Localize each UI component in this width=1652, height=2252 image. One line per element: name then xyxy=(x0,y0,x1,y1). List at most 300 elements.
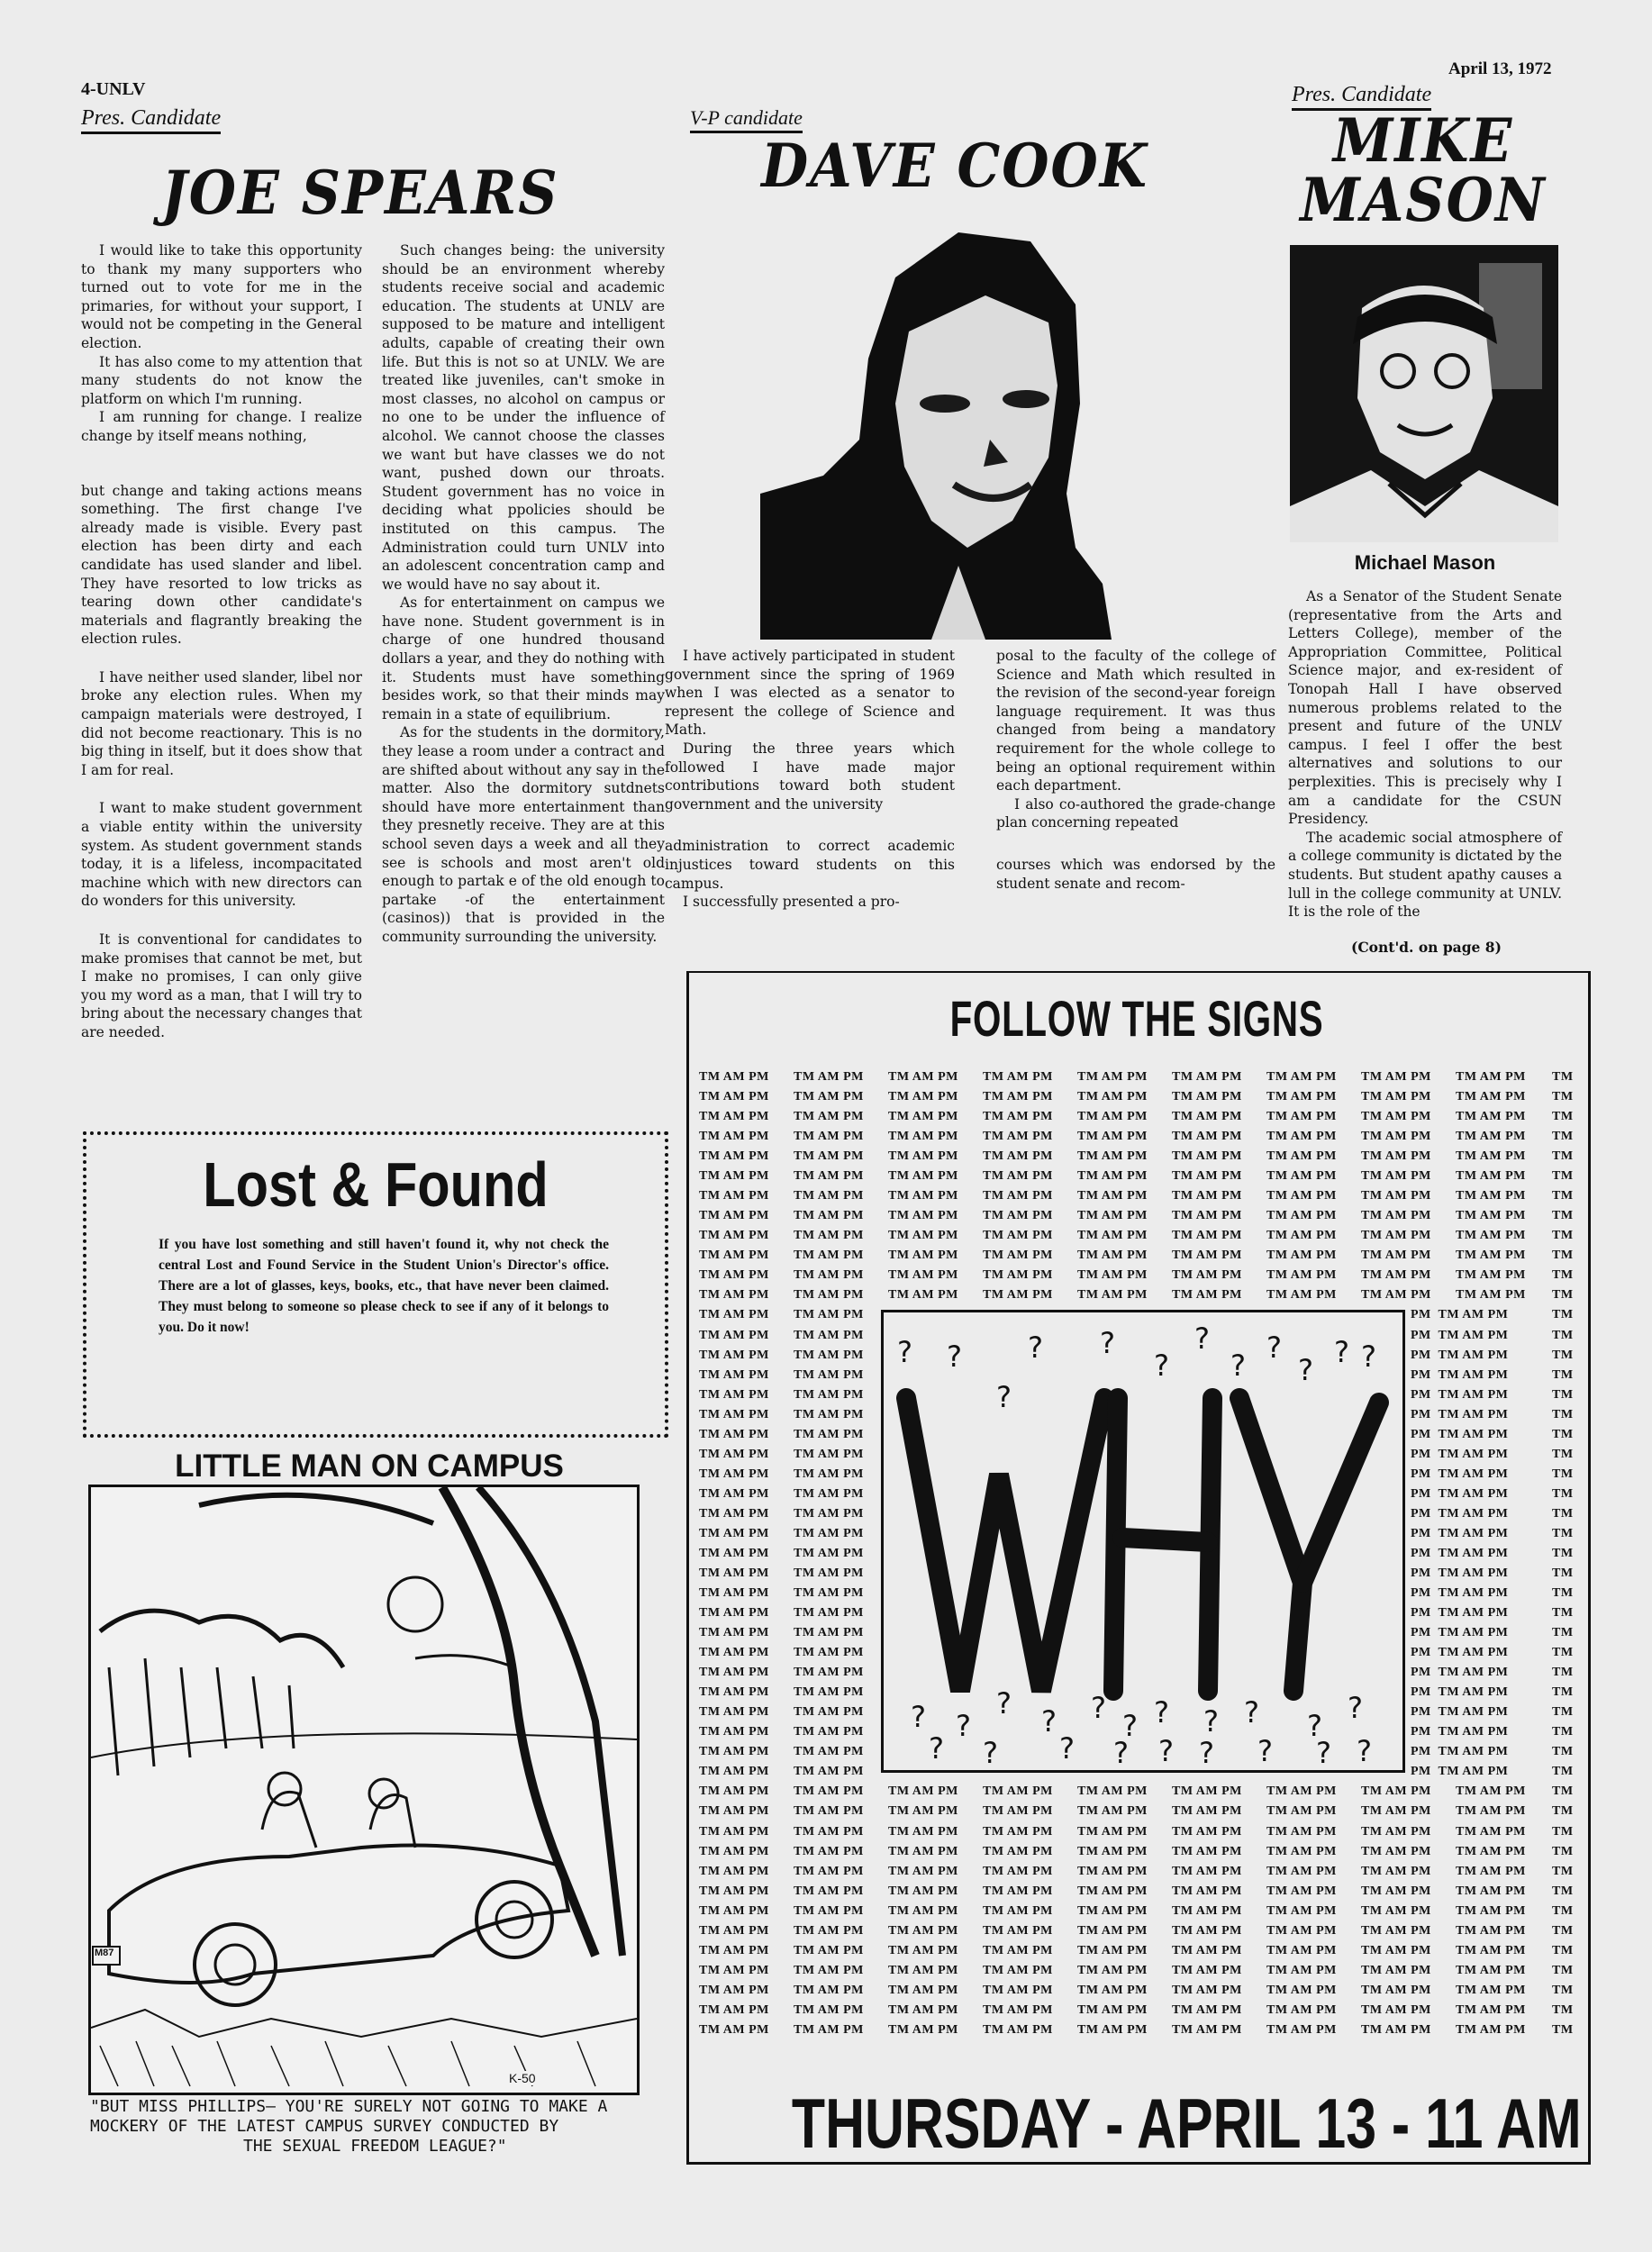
pattern-side: PM TM AM PM xyxy=(1411,1666,1509,1680)
dave-column-2 xyxy=(996,647,1275,893)
pattern-unit: TM AM PM xyxy=(699,1526,769,1540)
pattern-tail: TM xyxy=(1552,1348,1574,1362)
pattern-unit: TM AM PM xyxy=(794,1784,864,1799)
pattern-tail: TM xyxy=(1552,1387,1574,1402)
question-mark: ? xyxy=(1113,1736,1129,1770)
pattern-tail: TM xyxy=(1552,1626,1574,1640)
pattern-tail: TM xyxy=(1552,1367,1574,1382)
pattern-unit: TM AM PM xyxy=(1172,1189,1242,1203)
pattern-unit: TM AM PM xyxy=(1456,1983,1526,1997)
pattern-side: PM TM AM PM xyxy=(1411,1328,1509,1342)
pattern-unit: TM AM PM xyxy=(699,1149,769,1164)
pattern-unit: TM AM PM xyxy=(1172,1784,1242,1799)
pattern-side: PM TM AM PM xyxy=(1411,1626,1509,1640)
question-mark: ? xyxy=(1298,1353,1313,1387)
pattern-tail: TM xyxy=(1552,1546,1574,1560)
question-mark: ? xyxy=(1203,1704,1219,1739)
pattern-unit: TM AM PM xyxy=(1456,1784,1526,1799)
pattern-unit: TM AM PM xyxy=(794,1666,864,1680)
pattern-side: PM TM AM PM xyxy=(1411,1646,1509,1660)
pattern-tail: TM xyxy=(1552,1725,1574,1739)
pattern-side: PM TM AM PM xyxy=(1411,1546,1509,1560)
pattern-unit: TM AM PM xyxy=(1361,1090,1431,1104)
pattern-unit: TM AM PM xyxy=(1361,1884,1431,1898)
pattern-unit: TM AM PM xyxy=(1266,1943,1337,1957)
pattern-side: PM TM AM PM xyxy=(1411,1407,1509,1421)
pattern-unit: TM AM PM xyxy=(699,2002,769,2017)
pattern-unit: TM AM PM xyxy=(888,1943,958,1957)
pattern-unit: TM AM PM xyxy=(1172,1070,1242,1084)
pattern-unit: TM AM PM xyxy=(1266,2022,1337,2037)
pattern-unit: TM AM PM xyxy=(699,1328,769,1342)
pattern-unit: TM AM PM xyxy=(888,1288,958,1303)
paragraph: As a Senator of the Student Senate (representative from the Arts and Letters College), member of the Appropriation Committee, Political Science major, and ex-resident of Tonopah Hall I have observed numerous problems related to the present and future of the UNLV campus. I feel I offer the best alternatives and solutions to our perplexities. This is precisely why I am a candidate for the CSUN Presidency. xyxy=(1288,588,1562,828)
pattern-unit: TM AM PM xyxy=(1456,1110,1526,1124)
pattern-unit: TM AM PM xyxy=(699,1586,769,1601)
pattern-unit: TM AM PM xyxy=(1172,2002,1242,2017)
pattern-side: PM TM AM PM xyxy=(1411,1447,1509,1461)
pattern-unit: TM AM PM xyxy=(794,1705,864,1720)
pattern-unit: TM AM PM xyxy=(983,1983,1053,1997)
pattern-unit: TM AM PM xyxy=(794,1864,864,1878)
why-box xyxy=(881,1310,1405,1773)
pattern-unit: TM AM PM xyxy=(1077,1189,1148,1203)
joe-headline: JOE SPEARS xyxy=(161,159,559,229)
pattern-unit: TM AM PM xyxy=(1077,1149,1148,1164)
question-mark: ? xyxy=(956,1709,971,1743)
ad-title: FOLLOW THE SIGNS xyxy=(949,990,1324,1047)
question-mark: ? xyxy=(1199,1736,1214,1770)
pattern-unit: TM AM PM xyxy=(794,1169,864,1184)
pattern-unit: TM AM PM xyxy=(794,1328,864,1342)
paragraph: I want to make student government a viable entity within the university system. As student government stands today, it is a lifeless, incompacitated machine which with new directors can do wonders for this university. xyxy=(81,800,362,910)
pattern-unit: TM AM PM xyxy=(794,1606,864,1621)
pattern-unit: TM AM PM xyxy=(1172,1963,1242,1977)
pattern-side: PM TM AM PM xyxy=(1411,1526,1509,1540)
paragraph: administration to correct academic injustices toward students on this campus. xyxy=(665,838,955,892)
pattern-unit: TM AM PM xyxy=(699,1646,769,1660)
pattern-unit: TM AM PM xyxy=(699,1110,769,1124)
pattern-unit: TM AM PM xyxy=(794,1090,864,1104)
cartoon-signature: K-50 xyxy=(509,2071,536,2085)
pattern-tail: TM xyxy=(1552,1685,1574,1700)
pattern-unit: TM AM PM xyxy=(794,1626,864,1640)
pattern-unit: TM AM PM xyxy=(699,1090,769,1104)
pattern-unit: TM AM PM xyxy=(888,1209,958,1223)
question-mark: ? xyxy=(1357,1734,1372,1768)
mike-headline xyxy=(1288,106,1558,236)
question-mark: ? xyxy=(897,1335,912,1369)
paragraph: I am running for change. I realize change by itself means nothing, xyxy=(81,409,362,444)
pattern-unit: TM AM PM xyxy=(1266,1130,1337,1144)
issue-date: April 13, 1972 xyxy=(1448,59,1552,78)
paragraph: I would like to take this opportunity to thank my many supporters who turned out to vote for me in the primaries, for without your support, I would not be competing in the General election. xyxy=(81,242,362,351)
pattern-unit: TM AM PM xyxy=(1172,2022,1242,2037)
pattern-unit: TM AM PM xyxy=(1456,1090,1526,1104)
pattern-unit: TM AM PM xyxy=(699,1348,769,1362)
pattern-side: PM TM AM PM xyxy=(1411,1586,1509,1601)
pattern-tail: TM xyxy=(1552,1110,1574,1124)
pattern-tail: TM xyxy=(1552,1486,1574,1501)
pattern-unit: TM AM PM xyxy=(1361,1983,1431,1997)
mike-kicker: Pres. Candidate xyxy=(1292,83,1431,111)
pattern-unit: TM AM PM xyxy=(888,1864,958,1878)
pattern-unit: TM AM PM xyxy=(1077,1169,1148,1184)
portrait-image xyxy=(1290,245,1558,542)
pattern-unit: TM AM PM xyxy=(983,1090,1053,1104)
question-mark: ? xyxy=(1194,1321,1210,1356)
pattern-unit: TM AM PM xyxy=(1172,1804,1242,1819)
pattern-unit: TM AM PM xyxy=(699,1884,769,1898)
question-mark: ? xyxy=(1230,1348,1246,1383)
paragraph: During the three years which followed I have made major contributions toward both student government and the university xyxy=(665,740,955,813)
pattern-unit: TM AM PM xyxy=(1266,1288,1337,1303)
pattern-unit: TM AM PM xyxy=(1361,2002,1431,2017)
pattern-unit: TM AM PM xyxy=(983,1249,1053,1263)
pattern-unit: TM AM PM xyxy=(1266,1864,1337,1878)
pattern-side: PM TM AM PM xyxy=(1411,1566,1509,1580)
pattern-unit: TM AM PM xyxy=(1266,1090,1337,1104)
pattern-unit: TM AM PM xyxy=(1456,1169,1526,1184)
pattern-unit: TM AM PM xyxy=(794,1983,864,1997)
paragraph: Such changes being: the university should be an environment whereby students receive social and academic education. The students at UNLV are supposed to be mature and intelligent adults, capable of creating their own life. But this is not so at UNLV. We are treated like juveniles, can't smoke in most classes, no alcohol on campus or no one to be under the influence of alcohol. We cannot choose the classes we want but have classes we do not want, pushed down our throats. Student government has no voice in deciding what ppolicies should be instituted on this campus. The Administration could turn UNLV into an adolescent concentration camp and we would have no say about it. xyxy=(382,242,665,593)
pattern-tail: TM xyxy=(1552,1586,1574,1601)
pattern-unit: TM AM PM xyxy=(1077,1209,1148,1223)
question-mark: ? xyxy=(911,1700,926,1734)
paragraph: It has also come to my attention that many students do not know the platform on which I'm running. xyxy=(81,353,362,407)
pattern-unit: TM AM PM xyxy=(699,1447,769,1461)
pattern-tail: TM xyxy=(1552,1566,1574,1580)
question-marks xyxy=(884,1312,1402,1770)
pattern-unit: TM AM PM xyxy=(699,1189,769,1203)
pattern-unit: TM AM PM xyxy=(888,1268,958,1283)
pattern-unit: TM AM PM xyxy=(699,1427,769,1441)
pattern-unit: TM AM PM xyxy=(1077,1943,1148,1957)
dave-kicker: V-P candidate xyxy=(690,106,803,133)
pattern-unit: TM AM PM xyxy=(1172,1943,1242,1957)
pattern-unit: TM AM PM xyxy=(983,1804,1053,1819)
pattern-unit: TM AM PM xyxy=(1456,1288,1526,1303)
pattern-tail: TM xyxy=(1552,1606,1574,1621)
pattern-unit: TM AM PM xyxy=(1172,1923,1242,1938)
pattern-unit: TM AM PM xyxy=(888,1804,958,1819)
pattern-unit: TM AM PM xyxy=(699,1566,769,1580)
pattern-unit: TM AM PM xyxy=(983,1169,1053,1184)
pattern-unit: TM AM PM xyxy=(1266,1804,1337,1819)
paragraph: I successfully presented a pro- xyxy=(683,894,900,911)
pattern-unit: TM AM PM xyxy=(983,1923,1053,1938)
question-mark: ? xyxy=(1361,1339,1376,1374)
mike-mason-photo xyxy=(1290,245,1558,542)
pattern-tail: TM xyxy=(1552,1765,1574,1779)
pattern-tail: TM xyxy=(1552,1467,1574,1481)
pattern-unit: TM AM PM xyxy=(699,1229,769,1243)
pattern-unit: TM AM PM xyxy=(1172,1229,1242,1243)
pattern-unit: TM AM PM xyxy=(1266,1149,1337,1164)
pattern-unit: TM AM PM xyxy=(1077,1070,1148,1084)
pattern-unit: TM AM PM xyxy=(1077,1130,1148,1144)
pattern-unit: TM AM PM xyxy=(699,1705,769,1720)
pattern-unit: TM AM PM xyxy=(1456,2002,1526,2017)
pattern-unit: TM AM PM xyxy=(699,1963,769,1977)
pattern-unit: TM AM PM xyxy=(1361,1209,1431,1223)
pattern-unit: TM AM PM xyxy=(888,1229,958,1243)
pattern-unit: TM AM PM xyxy=(794,2022,864,2037)
pattern-tail: TM xyxy=(1552,1884,1574,1898)
pattern-unit: TM AM PM xyxy=(888,1110,958,1124)
pattern-unit: TM AM PM xyxy=(983,1288,1053,1303)
pattern-unit: TM AM PM xyxy=(1077,1923,1148,1938)
pattern-unit: TM AM PM xyxy=(794,1288,864,1303)
pattern-unit: TM AM PM xyxy=(699,1983,769,1997)
pattern-side: PM TM AM PM xyxy=(1411,1685,1509,1700)
photo-caption: Michael Mason xyxy=(1354,551,1496,574)
pattern-side: PM TM AM PM xyxy=(1411,1427,1509,1441)
question-mark: ? xyxy=(1158,1734,1174,1768)
dave-cook-photo xyxy=(760,223,1112,640)
paragraph: I have actively participated in student government since the spring of 1969 when I was elected as a senator to represent the college of Science and Math. xyxy=(665,648,955,739)
pattern-unit: TM AM PM xyxy=(1456,1130,1526,1144)
pattern-unit: TM AM PM xyxy=(699,1070,769,1084)
pattern-unit: TM AM PM xyxy=(1172,1844,1242,1858)
pattern-unit: TM AM PM xyxy=(1361,1189,1431,1203)
pattern-unit: TM AM PM xyxy=(699,1486,769,1501)
pattern-unit: TM AM PM xyxy=(983,1824,1053,1839)
pattern-unit: TM AM PM xyxy=(888,1169,958,1184)
pattern-side: PM TM AM PM xyxy=(1411,1348,1509,1362)
question-mark: ? xyxy=(1348,1691,1363,1725)
pattern-unit: TM AM PM xyxy=(1266,1784,1337,1799)
pattern-unit: TM AM PM xyxy=(794,1903,864,1918)
pattern-unit: TM AM PM xyxy=(983,1189,1053,1203)
pattern-unit: TM AM PM xyxy=(699,1804,769,1819)
lost-found-title: Lost & Found xyxy=(203,1149,549,1220)
pattern-side: PM TM AM PM xyxy=(1411,1606,1509,1621)
pattern-unit: TM AM PM xyxy=(1266,2002,1337,2017)
pattern-side: PM TM AM PM xyxy=(1411,1308,1509,1322)
pattern-side: PM TM AM PM xyxy=(1411,1725,1509,1739)
pattern-unit: TM AM PM xyxy=(699,1784,769,1799)
pattern-unit: TM AM PM xyxy=(983,1903,1053,1918)
pattern-unit: TM AM PM xyxy=(794,1804,864,1819)
pattern-unit: TM AM PM xyxy=(1456,1864,1526,1878)
pattern-tail: TM xyxy=(1552,1249,1574,1263)
pattern-unit: TM AM PM xyxy=(794,1149,864,1164)
pattern-unit: TM AM PM xyxy=(1266,1070,1337,1084)
pattern-tail: TM xyxy=(1552,1328,1574,1342)
pattern-unit: TM AM PM xyxy=(983,1209,1053,1223)
pattern-unit: TM AM PM xyxy=(1077,1963,1148,1977)
pattern-unit: TM AM PM xyxy=(1172,1249,1242,1263)
pattern-unit: TM AM PM xyxy=(1456,1923,1526,1938)
pattern-unit: TM AM PM xyxy=(1266,1110,1337,1124)
pattern-unit: TM AM PM xyxy=(888,1090,958,1104)
pattern-unit: TM AM PM xyxy=(1456,1884,1526,1898)
pattern-unit: TM AM PM xyxy=(1172,1864,1242,1878)
pattern-unit: TM AM PM xyxy=(699,1606,769,1621)
pattern-unit: TM AM PM xyxy=(1456,1209,1526,1223)
pattern-unit: TM AM PM xyxy=(1361,1824,1431,1839)
paragraph: I have neither used slander, libel nor broke any election rules. When my campaign materials were destroyed, I did not become reactionary. This is no big thing in itself, but it does show that I am for real. xyxy=(81,668,362,778)
pattern-side: PM TM AM PM xyxy=(1411,1367,1509,1382)
pattern-unit: TM AM PM xyxy=(1266,1169,1337,1184)
pattern-unit: TM AM PM xyxy=(794,1367,864,1382)
pattern-unit: TM AM PM xyxy=(1077,1884,1148,1898)
pattern-tail: TM xyxy=(1552,1666,1574,1680)
pattern-unit: TM AM PM xyxy=(699,1308,769,1322)
pattern-unit: TM AM PM xyxy=(983,2022,1053,2037)
pattern-tail: TM xyxy=(1552,1526,1574,1540)
pattern-unit: TM AM PM xyxy=(888,1784,958,1799)
pattern-tail: TM xyxy=(1552,1983,1574,1997)
pattern-tail: TM xyxy=(1552,1149,1574,1164)
pattern-unit: TM AM PM xyxy=(794,1566,864,1580)
pattern-tail: TM xyxy=(1552,1844,1574,1858)
question-mark: ? xyxy=(996,1380,1012,1414)
pattern-unit: TM AM PM xyxy=(1456,1903,1526,1918)
pattern-unit: TM AM PM xyxy=(794,1268,864,1283)
question-mark: ? xyxy=(1316,1736,1331,1770)
paragraph: As for the students in the dormitory, they lease a room under a contract and are shifted about without any say in the matter. Also the dormitory sutdnets should have more entertainment than they presnetly receive. They are at this school seven days a week and all they see is schools and most aren't old enough to partak e of the old enough to partake -of the entertainment (casinos)) that is provided in the community surrounding the university. xyxy=(382,724,665,945)
pattern-unit: TM AM PM xyxy=(794,1348,864,1362)
pattern-unit: TM AM PM xyxy=(888,1189,958,1203)
pattern-unit: TM AM PM xyxy=(794,1943,864,1957)
pattern-unit: TM AM PM xyxy=(888,1903,958,1918)
pattern-unit: TM AM PM xyxy=(1077,1804,1148,1819)
paragraph: It is conventional for candidates to make promises that cannot be met, but I make no promises, I can only giive you my word as a man, that I will try to bring about the necessary changes that are needed. xyxy=(81,931,362,1040)
pattern-unit: TM AM PM xyxy=(699,1467,769,1481)
pattern-tail: TM xyxy=(1552,1169,1574,1184)
pattern-unit: TM AM PM xyxy=(794,1407,864,1421)
pattern-unit: TM AM PM xyxy=(888,2002,958,2017)
pattern-unit: TM AM PM xyxy=(699,1745,769,1759)
pattern-unit: TM AM PM xyxy=(1077,1844,1148,1858)
pattern-unit: TM AM PM xyxy=(1361,1229,1431,1243)
pattern-unit: TM AM PM xyxy=(983,1943,1053,1957)
pattern-unit: TM AM PM xyxy=(888,1070,958,1084)
pattern-side: PM TM AM PM xyxy=(1411,1387,1509,1402)
pattern-unit: TM AM PM xyxy=(1456,1824,1526,1839)
pattern-unit: TM AM PM xyxy=(983,2002,1053,2017)
pattern-unit: TM AM PM xyxy=(699,1864,769,1878)
cartoon-drawing xyxy=(91,1487,637,2093)
pattern-unit: TM AM PM xyxy=(794,1506,864,1521)
pattern-tail: TM xyxy=(1552,1209,1574,1223)
pattern-unit: TM AM PM xyxy=(699,1626,769,1640)
pattern-unit: TM AM PM xyxy=(794,1447,864,1461)
pattern-unit: TM AM PM xyxy=(1456,1189,1526,1203)
pattern-unit: TM AM PM xyxy=(699,1387,769,1402)
pattern-unit: TM AM PM xyxy=(983,1110,1053,1124)
pattern-unit: TM AM PM xyxy=(699,1407,769,1421)
pattern-unit: TM AM PM xyxy=(888,1923,958,1938)
pattern-unit: TM AM PM xyxy=(699,1685,769,1700)
pattern-tail: TM xyxy=(1552,1268,1574,1283)
pattern-tail: TM xyxy=(1552,1745,1574,1759)
pattern-unit: TM AM PM xyxy=(1456,1149,1526,1164)
pattern-unit: TM AM PM xyxy=(1266,1844,1337,1858)
pattern-tail: TM xyxy=(1552,1864,1574,1878)
pattern-tail: TM xyxy=(1552,1090,1574,1104)
pattern-unit: TM AM PM xyxy=(1361,1864,1431,1878)
pattern-unit: TM AM PM xyxy=(1172,1130,1242,1144)
pattern-unit: TM AM PM xyxy=(1361,1804,1431,1819)
pattern-unit: TM AM PM xyxy=(1077,1903,1148,1918)
pattern-tail: TM xyxy=(1552,1824,1574,1839)
pattern-unit: TM AM PM xyxy=(794,1427,864,1441)
pattern-unit: TM AM PM xyxy=(794,1189,864,1203)
pattern-tail: TM xyxy=(1552,1963,1574,1977)
paragraph: posal to the faculty of the college of Science and Math which resulted in the revision of the second-year foreign language requirement. It was thus changed from being a mandatory requirement for the whole college to being an optional requirement within each department. xyxy=(996,648,1275,795)
pattern-unit: TM AM PM xyxy=(1077,1784,1148,1799)
pattern-unit: TM AM PM xyxy=(794,1249,864,1263)
pattern-side: PM TM AM PM xyxy=(1411,1745,1509,1759)
pattern-unit: TM AM PM xyxy=(1361,1288,1431,1303)
pattern-unit: TM AM PM xyxy=(794,1923,864,1938)
question-mark: ? xyxy=(1059,1731,1075,1766)
pattern-unit: TM AM PM xyxy=(1077,1983,1148,1997)
pattern-unit: TM AM PM xyxy=(794,1486,864,1501)
pattern-unit: TM AM PM xyxy=(888,1983,958,1997)
caption-line: "BUT MISS PHILLIPS— YOU'RE SURELY NOT GOING TO MAKE A xyxy=(90,2097,608,2116)
pattern-unit: TM AM PM xyxy=(1266,1884,1337,1898)
mike-headline-line1: MIKE xyxy=(1332,106,1514,177)
pattern-unit: TM AM PM xyxy=(1266,1923,1337,1938)
question-mark: ? xyxy=(1266,1330,1282,1365)
pattern-unit: TM AM PM xyxy=(794,2002,864,2017)
pattern-tail: TM xyxy=(1552,2002,1574,2017)
pattern-tail: TM xyxy=(1552,1308,1574,1322)
pattern-unit: TM AM PM xyxy=(1266,1209,1337,1223)
pattern-unit: TM AM PM xyxy=(794,1130,864,1144)
pattern-unit: TM AM PM xyxy=(1266,1824,1337,1839)
pattern-tail: TM xyxy=(1552,1903,1574,1918)
pattern-unit: TM AM PM xyxy=(794,1646,864,1660)
pattern-unit: TM AM PM xyxy=(699,1765,769,1779)
question-mark: ? xyxy=(1154,1348,1169,1383)
mike-headline-line2: MASON xyxy=(1300,166,1547,236)
question-mark: ? xyxy=(1091,1691,1106,1725)
pattern-tail: TM xyxy=(1552,1804,1574,1819)
pattern-unit: TM AM PM xyxy=(1172,1169,1242,1184)
paragraph: The academic social atmosphere of a college community is dictated by the students. But student apathy causes a lull in the college community at UNLV. It is the role of the xyxy=(1288,829,1562,921)
pattern-unit: TM AM PM xyxy=(794,1824,864,1839)
pattern-unit: TM AM PM xyxy=(1456,1249,1526,1263)
pattern-unit: TM AM PM xyxy=(1172,1209,1242,1223)
pattern-unit: TM AM PM xyxy=(794,1685,864,1700)
pattern-unit: TM AM PM xyxy=(794,1963,864,1977)
pattern-unit: TM AM PM xyxy=(1266,1268,1337,1283)
pattern-unit: TM AM PM xyxy=(1456,2022,1526,2037)
dave-column-1 xyxy=(665,647,955,912)
pattern-unit: TM AM PM xyxy=(1077,2022,1148,2037)
dave-headline: DAVE COOK xyxy=(761,132,1148,202)
pattern-tail: TM xyxy=(1552,1506,1574,1521)
pattern-unit: TM AM PM xyxy=(1266,1963,1337,1977)
caption-line: MOCKERY OF THE LATEST CAMPUS SURVEY CONDUCTED BY xyxy=(90,2117,559,2136)
paragraph: but change and taking actions means something. The first change I've already made is visible. Every past election has been dirty and each candidate has used slander and libel. They have resorted to low tricks as tearing down other candidate's materials and flagrantly breaking the election rules. xyxy=(81,482,362,648)
pattern-unit: TM AM PM xyxy=(1361,1110,1431,1124)
pattern-side: PM TM AM PM xyxy=(1411,1765,1509,1779)
pattern-unit: TM AM PM xyxy=(1361,1268,1431,1283)
pattern-unit: TM AM PM xyxy=(983,1130,1053,1144)
pattern-unit: TM AM PM xyxy=(1456,1943,1526,1957)
pattern-tail: TM xyxy=(1552,1784,1574,1799)
question-mark: ? xyxy=(947,1339,962,1374)
pattern-unit: TM AM PM xyxy=(1172,1149,1242,1164)
pattern-unit: TM AM PM xyxy=(699,1666,769,1680)
pattern-tail: TM xyxy=(1552,1923,1574,1938)
